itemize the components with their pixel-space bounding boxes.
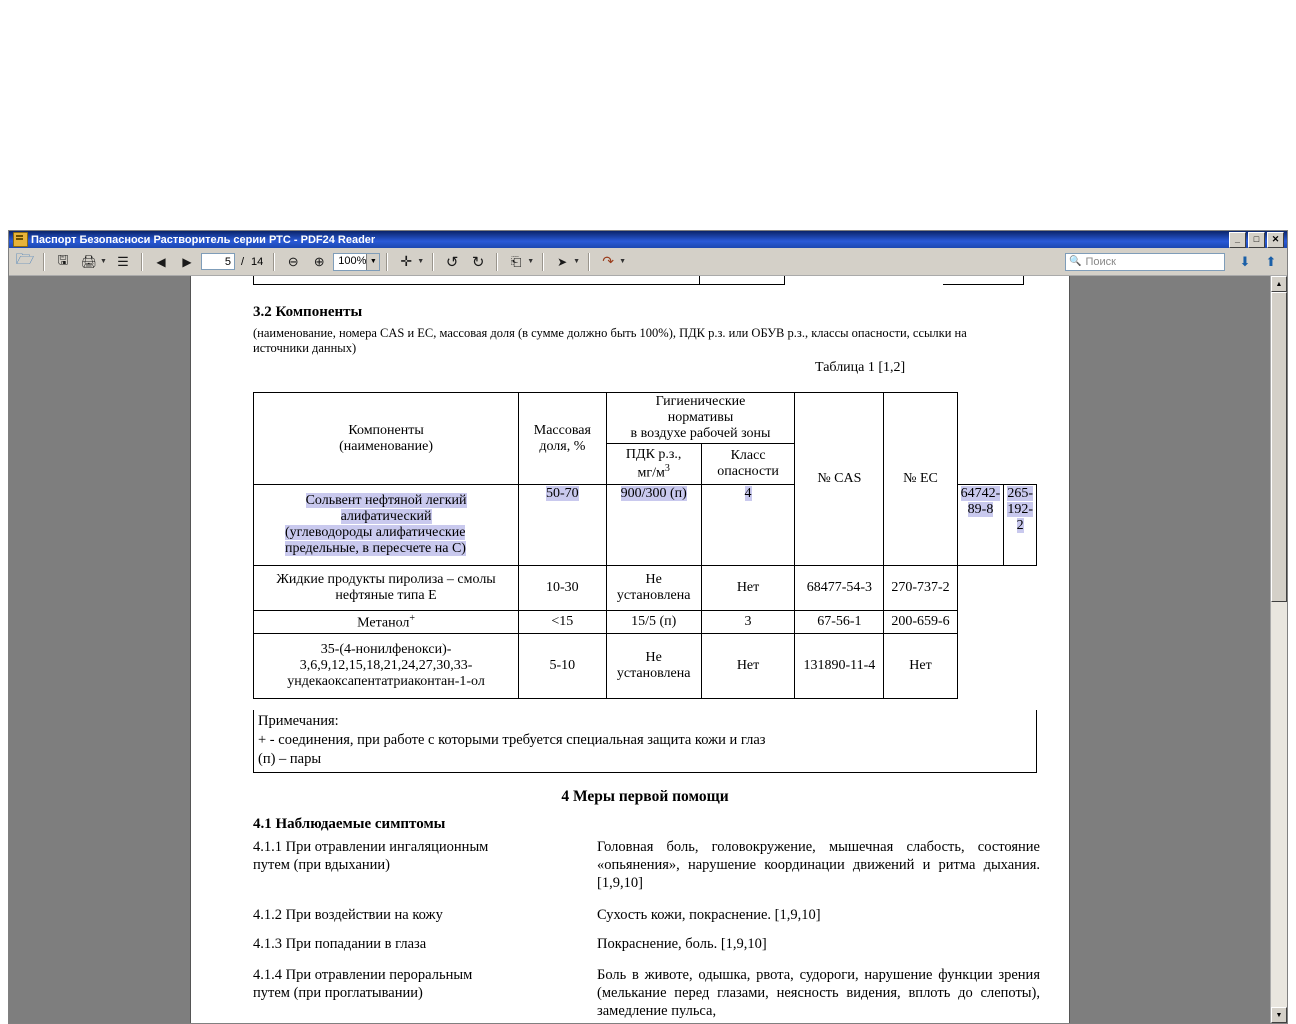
scroll-down-button[interactable]: ▼ <box>1271 1007 1287 1023</box>
list-icon[interactable]: ☰ <box>117 253 129 269</box>
section-4-title: 4 Меры первой помощи <box>561 788 729 805</box>
answer-4-1-1: Головная боль, головокружение, мышечная слабость, состояние «опьянения», нарушение координации движений и ритма дыхания. [1,9,10] <box>597 839 1040 891</box>
table-header-row-1 <box>254 393 1037 444</box>
print-icon[interactable]: 🖨 <box>80 253 98 269</box>
upload-icon[interactable]: ⬆ <box>1265 253 1277 269</box>
share-chevron-down-icon[interactable]: ▼ <box>619 258 626 265</box>
window-controls <box>1229 232 1284 248</box>
toolbar-separator <box>141 253 143 271</box>
cell-pdk: Не установлена <box>606 566 701 611</box>
select-tool-icon[interactable]: ➤ <box>557 254 568 269</box>
search-placeholder: Поиск <box>1085 255 1116 268</box>
toolbar-separator <box>588 253 590 271</box>
document-viewer[interactable] <box>9 276 1287 1023</box>
minimize-button[interactable]: _ <box>1229 232 1246 248</box>
pan-tool-icon[interactable]: ✛ <box>400 253 413 269</box>
cell-cas: 64742-89-8 <box>957 485 1004 566</box>
cell-ec: 270-737-2 <box>884 566 957 611</box>
search-icon: 🔍 <box>1069 256 1082 267</box>
cell-component-name: Сольвент нефтяной легкий алифатический (углеводороды алифатические предельные, в пересчете на С) <box>254 485 519 566</box>
print-chevron-down-icon[interactable]: ▼ <box>100 258 107 265</box>
cell-hazard: Нет <box>701 566 795 611</box>
cell-cas: 68477-54-3 <box>795 566 884 611</box>
share-icon[interactable]: ↷ <box>602 253 614 269</box>
cell-mass: <15 <box>519 611 606 634</box>
vertical-scrollbar[interactable] <box>1270 276 1287 1023</box>
section-4-1-title: 4.1 Наблюдаемые симптомы <box>253 816 446 832</box>
header-hazard-class: Класс опасности <box>701 444 795 485</box>
table-row <box>254 611 1037 634</box>
page-number-input[interactable]: 5 <box>201 253 235 270</box>
main-toolbar <box>9 248 1287 276</box>
table-caption: Таблица 1 [1,2] <box>815 360 906 375</box>
toolbar-separator <box>496 253 498 271</box>
page-separator: / <box>240 255 244 268</box>
next-page-icon[interactable]: ▶ <box>182 254 192 269</box>
notes-title: Примечания: <box>258 713 339 729</box>
question-4-1-4: 4.1.4 При отравлении пероральным путем (при проглатывании) <box>253 967 473 1001</box>
section-3-2-note: (наименование, номера CAS и ЕС, массовая доля (в сумме должно быть 100%), ПДК р.з. или ОБУВ р.з., классы опасности, ссылки на источники данных) <box>253 326 967 355</box>
question-4-1-3: 4.1.3 При попадании в глаза <box>253 936 427 952</box>
cell-component-name: 35-(4-нонилфенокси)- 3,6,9,12,15,18,21,24,27,30,33- ундекаоксапентатриаконтан-1-ол <box>254 634 519 699</box>
cell-cas: 131890-11-4 <box>795 634 884 699</box>
cell-component-name: Метанол+ <box>254 611 519 634</box>
notes-line-2: (п) – пары <box>258 751 322 767</box>
fit-chevron-down-icon[interactable]: ▼ <box>527 258 535 265</box>
zoom-level-value: 100% <box>338 255 367 267</box>
scroll-up-button[interactable]: ▲ <box>1271 276 1287 292</box>
pdf-page <box>191 276 1069 1023</box>
download-icon[interactable]: ⬇ <box>1239 253 1251 269</box>
cell-ec: Нет <box>884 634 957 699</box>
page-total: 14 <box>251 255 264 268</box>
answer-4-1-4: Боль в животе, одышка, рвота, судороги, нарушение функции зрения (мелькание перед глазами, неясность видения, вплоть до слепоты), замедление пульса, <box>597 967 1040 1019</box>
cell-mass: 50-70 <box>519 485 606 566</box>
rotate-left-icon[interactable]: ↺ <box>445 253 459 271</box>
close-button[interactable]: ✕ <box>1267 232 1284 248</box>
cell-component-name: Жидкие продукты пиролиза – смолы нефтяные типа Е <box>254 566 519 611</box>
question-4-1-1: 4.1.1 При отравлении ингаляционным путем (при вдыхании) <box>253 839 489 873</box>
cut-table-text <box>354 276 535 278</box>
cell-pdk: 900/300 (п) <box>606 485 701 566</box>
cell-ec: 200-659-6 <box>884 611 957 634</box>
maximize-button[interactable]: □ <box>1248 232 1265 248</box>
table-notes <box>253 710 1037 773</box>
cell-hazard: 3 <box>701 611 795 634</box>
cell-hazard: 4 <box>701 485 795 566</box>
zoom-in-icon[interactable]: ⊕ <box>313 253 325 269</box>
zoom-chevron-down-icon[interactable]: ▼ <box>366 254 379 270</box>
window-title-bar <box>9 231 1287 248</box>
fit-page-icon[interactable]: ⎗ <box>510 253 522 269</box>
previous-page-icon[interactable]: ◀ <box>156 254 166 269</box>
save-icon[interactable]: 🖫 <box>57 251 69 267</box>
cut-table-divider <box>699 276 700 284</box>
table-row <box>254 566 1037 611</box>
scrollbar-thumb[interactable] <box>1271 292 1287 602</box>
rotate-right-icon[interactable]: ↻ <box>471 253 485 271</box>
header-mass-fraction: Массовая доля, % <box>519 393 606 485</box>
cell-mass: 5-10 <box>519 634 606 699</box>
zoom-level-select[interactable] <box>333 253 380 271</box>
cell-cas: 67-56-1 <box>795 611 884 634</box>
pan-chevron-down-icon[interactable]: ▼ <box>417 258 425 265</box>
cell-ec: 265-192-2 <box>1004 485 1037 566</box>
header-hygienic: Гигиенические нормативы в воздухе рабочей зоны <box>606 393 795 444</box>
answer-4-1-2: Сухость кожи, покраснение. [1,9,10] <box>597 907 821 923</box>
cell-pdk: Не установлена <box>606 634 701 699</box>
section-3-2-title: 3.2 Компоненты <box>253 304 363 320</box>
header-pdk: ПДК р.з., $мг/м^3$ <box>606 444 701 485</box>
toolbar-separator <box>542 253 544 271</box>
window-title: Паспорт Безопасноси Растворитель серии РТС - PDF24 Reader <box>31 233 376 246</box>
app-icon <box>13 232 28 247</box>
header-ec: № ЕС <box>884 393 957 566</box>
question-4-1-2: 4.1.2 При воздействии на кожу <box>253 907 443 923</box>
header-components: Компоненты (наименование) <box>254 393 519 485</box>
cut-table-row-right <box>943 276 1024 285</box>
search-input[interactable] <box>1065 253 1225 271</box>
cell-hazard: Нет <box>701 634 795 699</box>
open-file-icon[interactable]: 🗁 <box>15 251 35 268</box>
toolbar-separator <box>43 253 45 271</box>
cell-mass: 10-30 <box>519 566 606 611</box>
select-chevron-down-icon[interactable]: ▼ <box>573 258 581 265</box>
cut-table-row <box>253 276 785 285</box>
cell-pdk: 15/5 (п) <box>606 611 701 634</box>
answer-4-1-3: Покраснение, боль. [1,9,10] <box>597 936 767 952</box>
toolbar-separator <box>432 253 434 271</box>
toolbar-separator <box>386 253 388 271</box>
components-table <box>253 392 1037 699</box>
pdf24-reader-window <box>8 230 1288 1024</box>
notes-line-1: + - соединения, при работе с которыми требуется специальная защита кожи и глаз <box>258 732 766 748</box>
zoom-out-icon[interactable]: ⊖ <box>287 253 299 269</box>
header-cas: № CAS <box>795 393 884 566</box>
table-row <box>254 634 1037 699</box>
toolbar-separator <box>273 253 275 271</box>
